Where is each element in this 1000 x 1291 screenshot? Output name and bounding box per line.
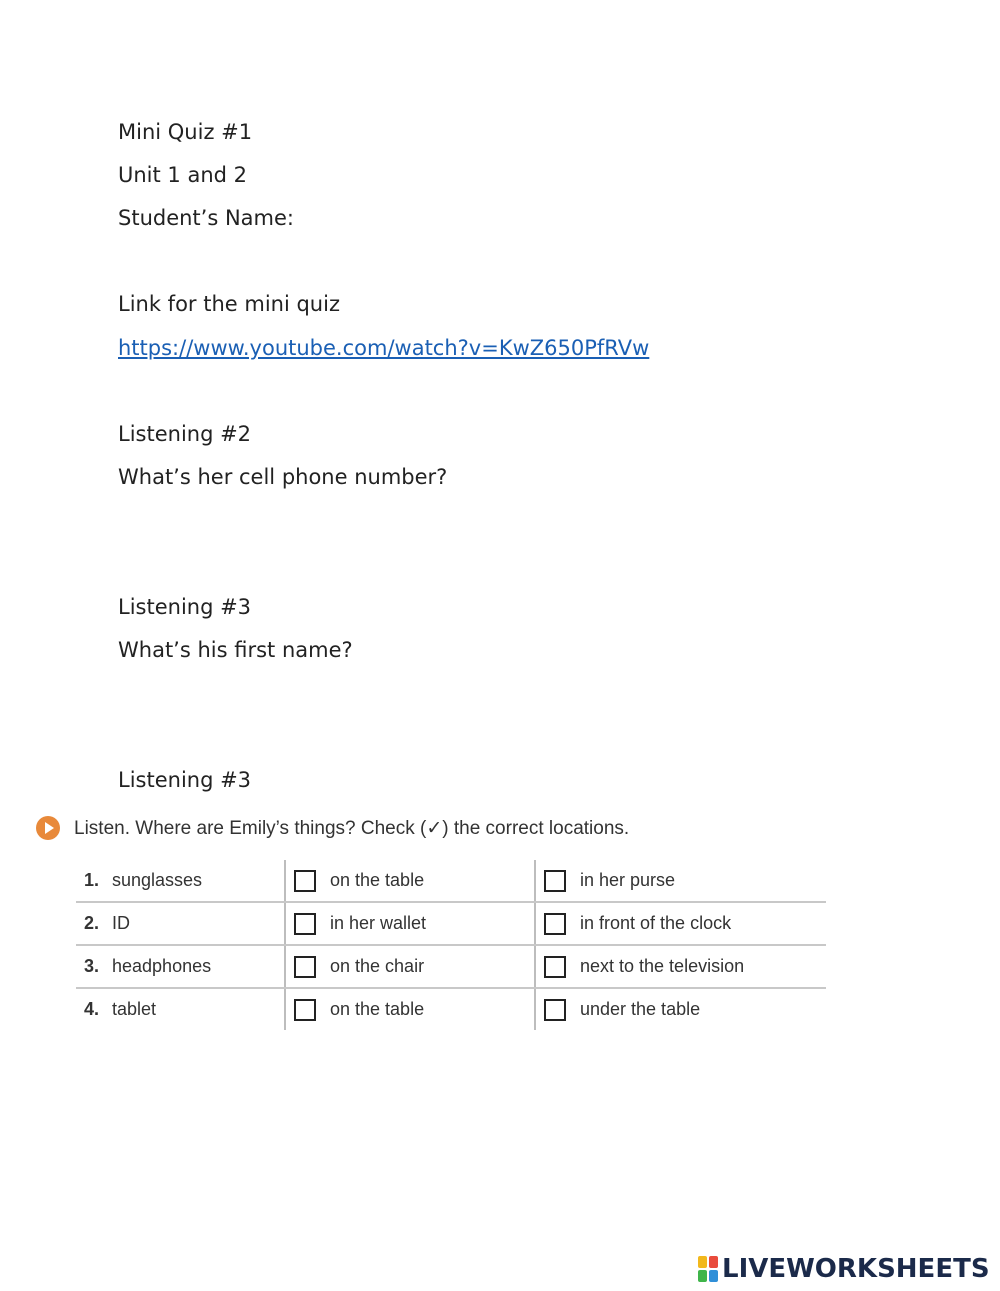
locations-table: [76, 860, 826, 1030]
exercise-instruction: [36, 814, 629, 842]
instruction-text: Listen. Where are Emily’s things? Check (✓) the correct locations.: [74, 817, 630, 839]
item-number: 3.: [84, 956, 100, 976]
page-title: Mini Quiz #1: [118, 120, 253, 144]
table-row: [76, 945, 826, 988]
listening-3a-title: Listening #3: [118, 595, 252, 619]
checkbox[interactable]: [544, 999, 566, 1021]
item-name: tablet: [112, 999, 157, 1019]
checkbox[interactable]: [544, 913, 566, 935]
option-label: on the table: [330, 999, 425, 1019]
item-name: ID: [112, 913, 130, 933]
item-number: 1.: [84, 870, 100, 890]
item-number: 2.: [84, 913, 100, 933]
listening-2-question: What’s her cell phone number?: [118, 465, 448, 489]
listening-3a-question: What’s his first name?: [118, 638, 353, 662]
option-label: in her purse: [580, 870, 676, 890]
logo-mark-icon: [698, 1256, 718, 1282]
option-label: in front of the clock: [580, 913, 732, 933]
option-label: on the table: [330, 870, 425, 890]
option-label: on the chair: [330, 956, 425, 976]
table-row: [76, 988, 826, 1030]
listening-2-title: Listening #2: [118, 422, 252, 446]
units-label: Unit 1 and 2: [118, 163, 248, 187]
liveworksheets-logo: [698, 1254, 990, 1284]
checkbox[interactable]: [294, 999, 316, 1021]
exercise-block: [36, 810, 836, 1040]
table-row: [76, 902, 826, 945]
checkbox[interactable]: [294, 956, 316, 978]
audio-play-icon[interactable]: [36, 816, 60, 840]
option-label: under the table: [580, 999, 701, 1019]
student-name-label: Student’s Name:: [118, 206, 294, 230]
logo-text: LIVEWORKSHEETS: [722, 1254, 990, 1284]
item-name: sunglasses: [112, 870, 203, 890]
option-label: next to the television: [580, 956, 745, 976]
checkbox[interactable]: [544, 956, 566, 978]
checkbox[interactable]: [294, 870, 316, 892]
item-name: headphones: [112, 956, 212, 976]
option-label: in her wallet: [330, 913, 427, 933]
item-number: 4.: [84, 999, 100, 1019]
table-row: [76, 860, 826, 902]
listening-3b-title: Listening #3: [118, 768, 252, 792]
quiz-link[interactable]: https://www.youtube.com/watch?v=KwZ650PfRVw: [118, 336, 650, 360]
checkbox[interactable]: [294, 913, 316, 935]
link-label: Link for the mini quiz: [118, 292, 340, 316]
checkbox[interactable]: [544, 870, 566, 892]
